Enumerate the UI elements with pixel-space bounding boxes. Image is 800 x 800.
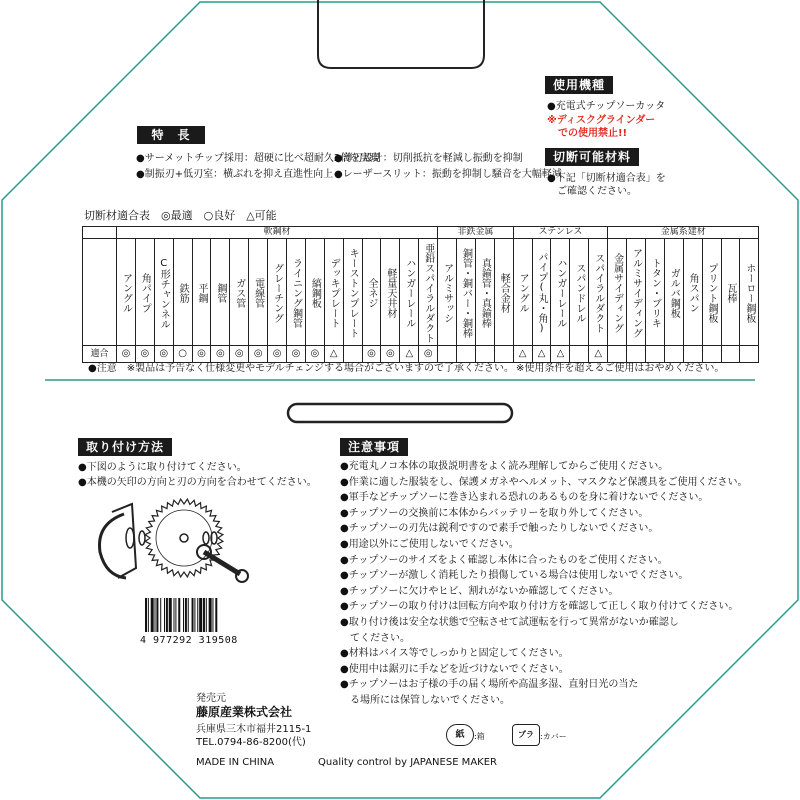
- rating-cell: ◎: [192, 346, 211, 363]
- material-name: 全ネジ: [366, 278, 378, 308]
- cutting-line-1: ●下記「切断材適合表」を: [547, 173, 666, 184]
- material-cell: [343, 239, 362, 346]
- mount-line-1: ●下図のように取り付けてください。: [78, 462, 247, 473]
- group-header: 非鉄金属: [438, 227, 514, 239]
- rating-cell: [721, 346, 740, 363]
- made-in: MADE IN CHINA: [196, 757, 275, 768]
- plastic-mark-label: プラ: [518, 730, 534, 739]
- rating-cell: ◎: [230, 346, 249, 363]
- device-title: 使用機種: [545, 76, 613, 94]
- material-name: 金属サイディング: [611, 253, 623, 333]
- table-caption: 切断材適合表 ◎最適 ○良好 △可能: [84, 209, 277, 222]
- seller-address: 兵庫県三木市福井2115-1: [196, 724, 312, 735]
- plastic-recycle-icon: [512, 724, 540, 746]
- material-cell: [551, 239, 570, 346]
- notice-1: ●注意 ※製品は予告なく仕様変更やモデルチェンジする場合がございますので了承ください。: [88, 363, 515, 374]
- plastic-recycle-text: :カバー: [540, 732, 567, 741]
- blank-cell: [83, 239, 117, 346]
- cutting-title: 切断可能材料: [545, 148, 639, 166]
- material-name: アルミサッシ: [441, 263, 453, 323]
- material-cell: [249, 239, 268, 346]
- caution-item: ●材料はバイス等でしっかりと固定してください。: [340, 648, 569, 660]
- mount-line-2: ●本機の矢印の方向と刃の方向を合わせてください。: [78, 477, 317, 488]
- rating-cell: [457, 346, 476, 363]
- feature-3: ●薄刃設計：切削抵抗を軽減し振動を抑制: [334, 153, 523, 164]
- rating-cell: ◎: [117, 346, 136, 363]
- caution-item: る場所には保管しないでください。: [340, 695, 510, 706]
- material-name: 軽量天井材: [384, 268, 396, 318]
- material-cell: [438, 239, 457, 346]
- rating-cell: [570, 346, 589, 363]
- material-cell: [324, 239, 343, 346]
- rating-cell: ◎: [154, 346, 173, 363]
- material-cell: [192, 239, 211, 346]
- rating-cell: [683, 346, 702, 363]
- caution-item: ●用途以外にご使用しないでください。: [340, 539, 519, 550]
- material-name: 真鍮管・真鍮棒: [479, 258, 491, 328]
- rating-cell: ◎: [305, 346, 324, 363]
- rating-cell: ◎: [249, 346, 268, 363]
- rating-cell: [438, 346, 457, 363]
- material-name: アルミサイディング: [630, 248, 642, 338]
- material-cell: [475, 239, 494, 346]
- material-cell: [721, 239, 740, 346]
- material-name: 鉄筋: [177, 283, 189, 303]
- material-cell: [664, 239, 683, 346]
- material-name: C形チャンネル: [158, 257, 170, 329]
- material-name: 角スパン: [687, 273, 699, 313]
- device-warning-2: での使用禁止!!: [558, 128, 628, 139]
- rating-cell: ◎: [211, 346, 230, 363]
- material-name: ガス管: [233, 278, 245, 308]
- rating-cell: △: [513, 346, 532, 363]
- material-name: 平鋼: [196, 283, 207, 303]
- caution-item: ●チップソーに欠けやヒビ、割れがないか確認してください。: [340, 585, 619, 597]
- caution-item: ●チップソーの取り付けは回転方向や取り付け方を確認して正しく取り付けてください。: [340, 601, 739, 613]
- material-name: プリント鋼板: [706, 263, 718, 323]
- rating-cell: [608, 346, 627, 363]
- rating-cell: △: [532, 346, 551, 363]
- rating-cell: ◎: [268, 346, 287, 363]
- caution-item: てください。: [340, 632, 410, 644]
- material-name: 縞鋼板: [309, 278, 321, 308]
- material-cell: [419, 239, 438, 346]
- caution-item: ●使用中は鋸刃に手などを近づけないでください。: [340, 663, 569, 675]
- material-cell: [287, 239, 306, 346]
- caution-item: ●チップソーはお子様の手の届く場所や高温多湿、直射日光の当た: [340, 679, 639, 691]
- material-cell: [494, 239, 513, 346]
- group-header: 金属系建材: [608, 227, 759, 239]
- device-line: ●充電式チップソーカッタ: [547, 101, 666, 112]
- material-cell: [645, 239, 664, 346]
- barcode-number: 4 977292 319508: [140, 635, 238, 646]
- material-cell: [702, 239, 721, 346]
- material-cell: [173, 239, 192, 346]
- rating-cell: ◎: [419, 346, 438, 363]
- rating-cell: △: [589, 346, 608, 363]
- quality-control: Quality control by JAPANESE MAKER: [318, 757, 497, 768]
- rating-cell: ◎: [362, 346, 381, 363]
- caution-item: ●充電丸ノコ本体の取扱説明書をよく読み理解してからご使用ください。: [340, 461, 669, 472]
- caution-item: ●チップソーの刃先は鋭利ですので素手で触ったりしないでください。: [340, 523, 659, 535]
- material-cell: [532, 239, 551, 346]
- material-cell: [457, 239, 476, 346]
- row-label: 適合: [83, 346, 117, 363]
- rating-cell: [740, 346, 759, 363]
- caution-item: ●チップソーが激しく消耗したり損傷している場合は使用しないでください。: [340, 570, 689, 582]
- rating-cell: ◎: [287, 346, 306, 363]
- seller-tel: TEL.0794-86-8200(代): [196, 737, 306, 748]
- material-name: ガルバ鋼板: [668, 268, 680, 318]
- mount-title: 取り付け方法: [78, 438, 172, 456]
- rating-cell: △: [324, 346, 343, 363]
- material-name: ハンガーレール: [403, 258, 415, 328]
- material-name: スパンドレル: [573, 263, 585, 323]
- rating-cell: [645, 346, 664, 363]
- caution-item: ●チップソーの交換前に本体からバッテリーを取り外してください。: [340, 507, 649, 519]
- material-cell: [513, 239, 532, 346]
- barcode: [145, 598, 237, 632]
- material-row: [83, 239, 759, 346]
- rating-cell: ◎: [135, 346, 154, 363]
- material-cell: [211, 239, 230, 346]
- rating-cell: [702, 346, 721, 363]
- material-cell: [362, 239, 381, 346]
- material-name: ライニング鋼管: [290, 258, 302, 328]
- rating-cell: △: [400, 346, 419, 363]
- cutting-line-2: ご確認ください。: [557, 186, 637, 197]
- rating-cell: ○: [173, 346, 192, 363]
- feature-2: ●制振刃+低刃室：横ぶれを抑え直進性向上: [136, 169, 334, 180]
- material-name: デッキプレート: [328, 258, 340, 328]
- caution-item: ●チップソーのサイズをよく確認し本体に合ったものをご使用ください。: [340, 554, 668, 566]
- rating-cell: △: [551, 346, 570, 363]
- group-row: [83, 227, 759, 239]
- paper-recycle-icon: [446, 724, 474, 746]
- material-name: 瓦棒: [724, 283, 736, 303]
- blank-cell: [83, 227, 117, 239]
- rating-cell: [475, 346, 494, 363]
- group-header: 軟鋼材: [117, 227, 438, 239]
- material-cell: [230, 239, 249, 346]
- material-cell: [400, 239, 419, 346]
- material-name: ハンガーレール: [554, 258, 566, 328]
- material-cell: [381, 239, 400, 346]
- group-header: ステンレス: [513, 227, 607, 239]
- material-cell: [305, 239, 324, 346]
- compat-table: [82, 226, 759, 363]
- feature-4: ●レーザースリット：振動を抑制し騒音を大幅軽減: [334, 169, 562, 180]
- material-cell: [627, 239, 646, 346]
- material-name: アングル: [120, 273, 132, 313]
- caution-item: ●軍手などチップソーに巻き込まれる恐れのあるものを身に着けないでください。: [340, 492, 709, 504]
- material-name: グレーチング: [271, 263, 283, 323]
- rating-cell: [627, 346, 646, 363]
- material-cell: [154, 239, 173, 346]
- material-name: キーストンプレート: [347, 248, 359, 338]
- material-name: 電線管: [252, 278, 264, 308]
- material-name: 鋼管: [214, 283, 226, 303]
- material-cell: [268, 239, 287, 346]
- material-name: トタン・ブリキ: [649, 258, 661, 328]
- material-name: アングル: [517, 273, 529, 313]
- material-cell: [570, 239, 589, 346]
- paper-mark-label: 紙: [455, 730, 465, 740]
- features-title: 特 長: [137, 126, 205, 144]
- caution-title: 注意事項: [340, 438, 408, 456]
- material-cell: [608, 239, 627, 346]
- feature-1: ●サーメットチップ採用：超硬に比べ超耐久2倍を実現: [136, 153, 381, 164]
- material-name: 角パイプ: [139, 273, 151, 313]
- material-name: 軽合金材: [498, 273, 510, 313]
- material-cell: [589, 239, 608, 346]
- material-cell: [135, 239, 154, 346]
- material-cell: [740, 239, 759, 346]
- material-name: スパイラルダクト: [592, 253, 604, 333]
- seller-name: 藤原産業株式会社: [196, 705, 293, 719]
- caution-item: ●取り付け後は安全な状態で空転させて試運転を行って異常がないか確認し: [340, 617, 679, 628]
- rating-cell: [343, 346, 362, 363]
- notice-2: ※使用条件を超えるご使用はおやめください。: [516, 363, 725, 374]
- material-name: 亜鉛スパイラルダクト: [422, 243, 434, 343]
- material-name: パイプ(丸・角): [536, 252, 548, 334]
- caution-item: ●作業に適した服装をし、保護メガネやヘルメット、マスクなど保護具をご使用ください。: [340, 476, 748, 488]
- mount-illustration: [92, 494, 252, 588]
- paper-recycle-text: :箱: [474, 732, 485, 741]
- device-warning-1: ※ディスクグラインダー: [547, 115, 656, 126]
- rating-cell: [494, 346, 513, 363]
- rating-cell: ◎: [381, 346, 400, 363]
- material-cell: [683, 239, 702, 346]
- material-name: 銅管・銅バー・銅棒: [460, 248, 472, 338]
- seller-label: 発売元: [196, 693, 226, 704]
- material-name: ホーロー鋼板: [743, 263, 755, 323]
- rating-row: [83, 346, 759, 363]
- rating-cell: [664, 346, 683, 363]
- material-cell: [117, 239, 136, 346]
